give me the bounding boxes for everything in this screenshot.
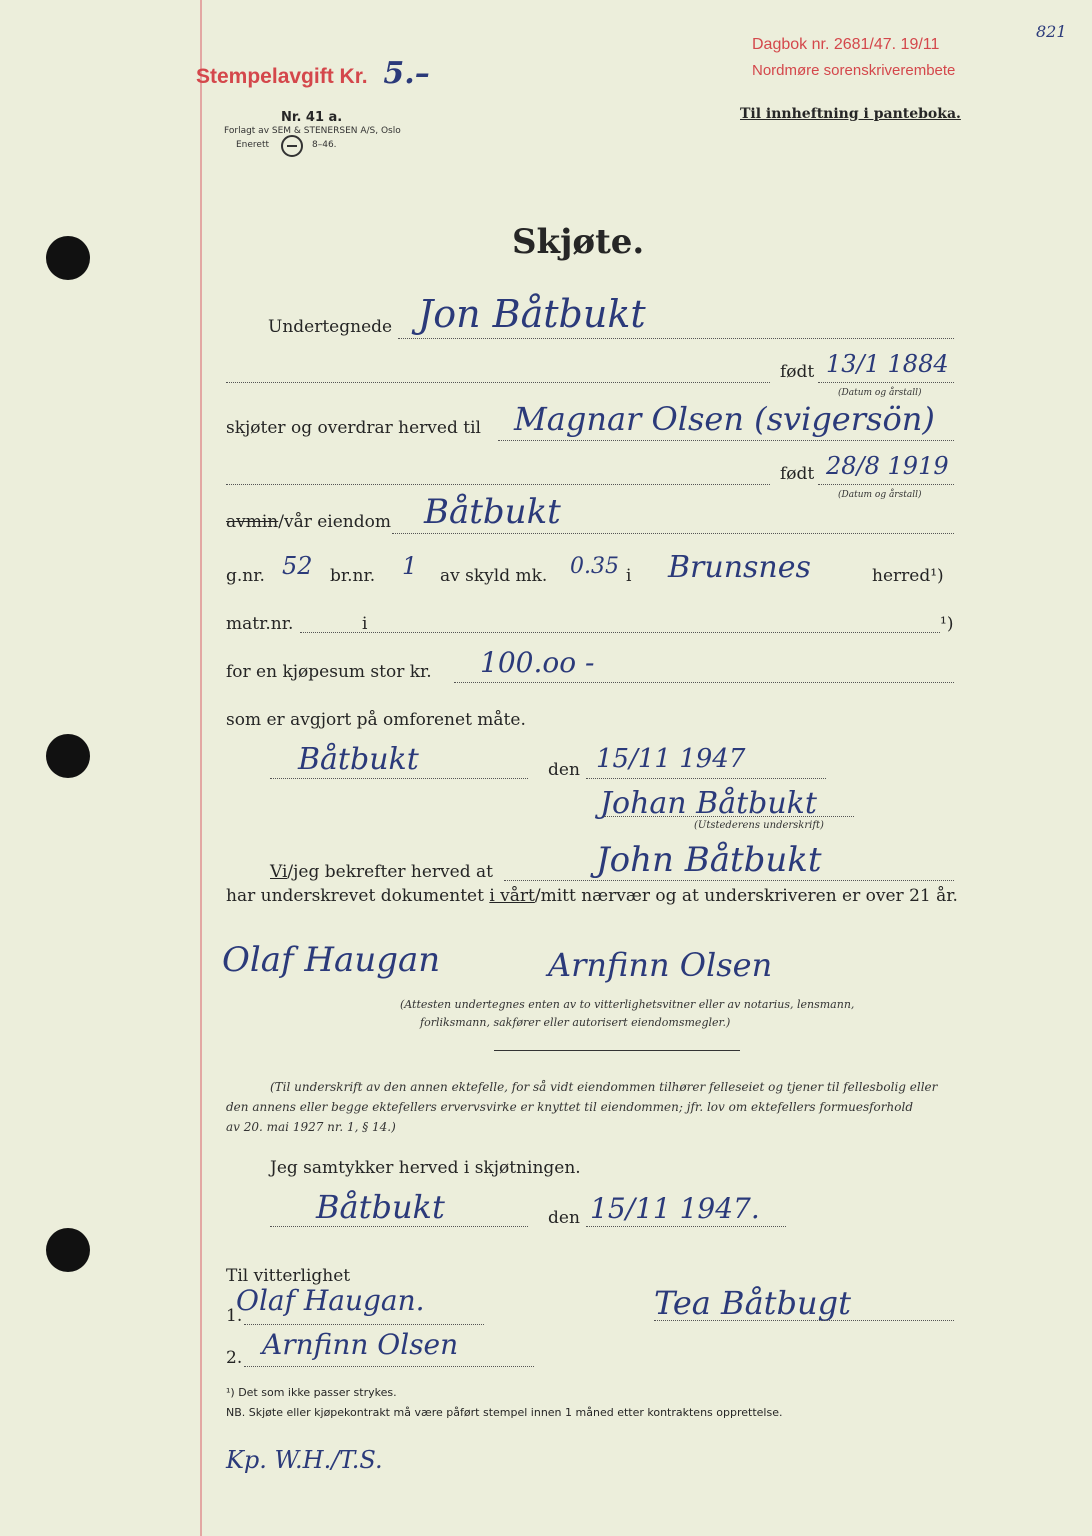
witness-signature-2: Arnfinn Olsen: [548, 946, 773, 984]
copy-note: Kp. W.H./T.S.: [226, 1446, 383, 1474]
matr-label: matr.nr.: [226, 614, 294, 634]
attest-note-2: forliksmann, sakfører eller autorisert eiendomsmegler.): [420, 1016, 731, 1029]
confirm-i-vart: i vårt: [489, 886, 535, 906]
consent-date-line: [586, 1226, 786, 1227]
skyld-label: av skyld mk.: [440, 566, 548, 586]
witness-2-signature: Arnfinn Olsen: [262, 1328, 459, 1361]
attest-note-1: (Attesten undertegnes enten av to vitterlighetsvitner eller av notarius, lensmann,: [400, 998, 855, 1011]
consent-place: Båtbukt: [316, 1188, 445, 1226]
punch-hole: [46, 734, 90, 778]
witness-1-line: [244, 1324, 484, 1325]
margin-line: [200, 0, 202, 1536]
property-prefix-struck: avmin: [226, 512, 279, 532]
witness-2-line: [244, 1366, 534, 1367]
journal-stamp: Dagbok nr. 2681/47. 19/11: [752, 36, 940, 53]
matr-line: [300, 632, 940, 633]
settled-text: som er avgjort på omforenet måte.: [226, 710, 526, 730]
price-line: [454, 682, 954, 683]
den-label: den: [548, 760, 580, 780]
spouse-note-1: (Til underskrift av den annen ektefelle, for så vidt eiendommen tilhører felleseiet og tjener til fellesbolig eller: [270, 1080, 938, 1094]
spouse-note-2: den annens eller begge ektefellers ervervsvirke er knyttet til eiendommen; jfr. lov om ektefellers formuesforhold: [226, 1100, 913, 1114]
divider: [494, 1050, 740, 1051]
binding-note-text: Til innheftning i panteboka.: [740, 106, 961, 122]
filler-line: [226, 382, 770, 383]
confirm-line: [504, 880, 954, 881]
property-value: Båtbukt: [424, 492, 561, 532]
fee-stamp: [196, 56, 430, 91]
edition-label: 8–46.: [312, 140, 337, 150]
price-label: for en kjøpesum stor kr.: [226, 662, 432, 682]
herred-label: herred¹): [872, 566, 944, 586]
witness-signature-1: Olaf Haugan: [222, 940, 441, 980]
binding-note: [740, 106, 961, 122]
gnr-label: g.nr.: [226, 566, 265, 586]
confirm-sentence: [226, 886, 958, 906]
brnr-label: br.nr.: [330, 566, 376, 586]
spouse-signature: Tea Båtbugt: [654, 1284, 851, 1322]
transfer-value: Magnar Olsen (svigersön): [514, 400, 935, 438]
spouse-line: [654, 1320, 954, 1321]
confirm-value: John Båtbukt: [596, 840, 822, 880]
issuer-caption: (Utstederens underskrift): [694, 820, 824, 831]
consent-date: 15/11 1947.: [590, 1192, 760, 1225]
footnote-1: ¹) Det som ikke passer strykes.: [226, 1386, 397, 1399]
punch-hole: [46, 1228, 90, 1272]
born-line: [818, 382, 954, 383]
born-label: født: [780, 362, 815, 382]
witness-1-signature: Olaf Haugan.: [236, 1284, 425, 1317]
property-line: [392, 533, 954, 534]
matr-i: i: [362, 614, 368, 634]
brnr-value: 1: [402, 552, 418, 580]
fee-amount: 5.–: [383, 56, 430, 91]
price-value: 100.oo -: [480, 646, 595, 679]
page-number: 821: [1036, 22, 1067, 41]
undersigned-line: [398, 338, 954, 339]
skyld-value: 0.35: [570, 554, 619, 579]
confirm-line-start: har underskrevet dokumentet: [226, 886, 490, 906]
property-label-text: /vår eiendom: [278, 512, 391, 532]
witness-heading: Til vitterlighet: [226, 1266, 351, 1286]
filler-line: [226, 484, 770, 485]
witness-2-num: 2.: [226, 1348, 243, 1368]
fee-label: Stempelavgift Kr.: [196, 65, 368, 88]
confirm-line-end: /mitt nærvær og at underskriveren er over 21 år.: [534, 886, 958, 906]
born-label-2: født: [780, 464, 815, 484]
issuer-signature: Johan Båtbukt: [600, 786, 817, 821]
witness-1-num: 1.: [226, 1306, 243, 1326]
i-label: i: [626, 566, 632, 586]
herred-value: Brunsnes: [668, 550, 811, 585]
undersigned-value: Jon Båtbukt: [418, 292, 646, 336]
gnr-value: 52: [282, 552, 313, 580]
spouse-note-3: av 20. mai 1927 nr. 1, § 14.): [226, 1120, 396, 1134]
place-line: [270, 778, 528, 779]
date-hint: (Datum og årstall): [838, 388, 922, 398]
date-hint-2: (Datum og årstall): [838, 490, 922, 500]
footnote-2: NB. Skjøte eller kjøpekontrakt må være påført stempel innen 1 måned etter kontraktens opprettelse.: [226, 1406, 783, 1419]
form-number: Nr. 41 a.: [281, 110, 343, 125]
date-value: 15/11 1947: [596, 744, 746, 774]
born-value-1: 13/1 1884: [826, 350, 949, 378]
confirm-prefix: Vi: [270, 862, 288, 882]
confirm-label: [270, 862, 493, 882]
exclusive-label: Enerett: [236, 140, 270, 150]
office-stamp: Nordmøre sorenskriverembete: [752, 62, 956, 79]
publisher-logo-icon: [281, 135, 303, 157]
confirm-label-text: /jeg bekrefter herved at: [287, 862, 493, 882]
consent-den: den: [548, 1208, 580, 1228]
transfer-label: skjøter og overdrar herved til: [226, 418, 481, 438]
issuer-line: [604, 816, 854, 817]
document-title: Skjøte.: [512, 222, 645, 262]
transfer-line: [498, 440, 954, 441]
consent-text: Jeg samtykker herved i skjøtningen.: [270, 1158, 581, 1178]
place-value: Båtbukt: [298, 742, 419, 777]
consent-place-line: [270, 1226, 528, 1227]
undersigned-label: Undertegnede: [268, 317, 393, 337]
property-label: [226, 512, 391, 532]
born-line-2: [818, 484, 954, 485]
publisher-line: Forlagt av SEM & STENERSEN A/S, Oslo: [224, 126, 401, 136]
punch-hole: [46, 236, 90, 280]
matr-end: ¹): [940, 614, 954, 634]
born-value-2: 28/8 1919: [826, 452, 949, 480]
date-line: [586, 778, 826, 779]
